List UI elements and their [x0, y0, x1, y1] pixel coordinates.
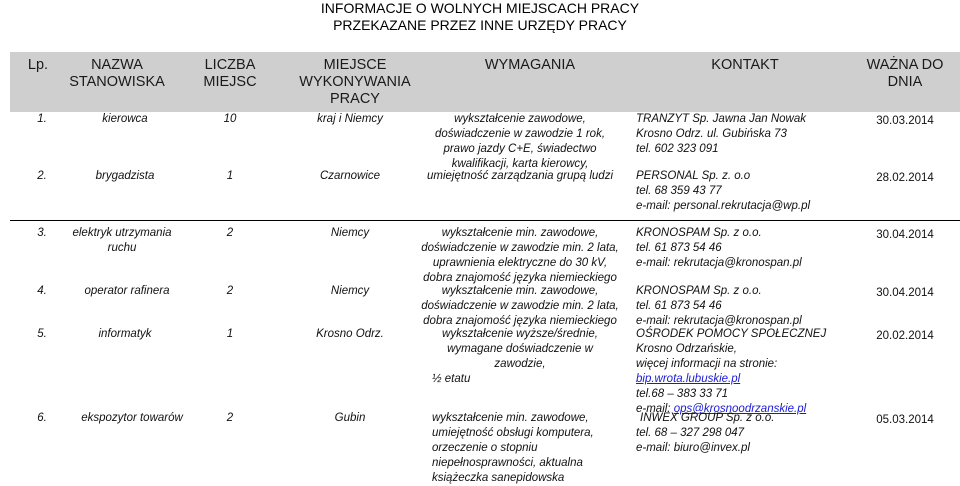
row6-wymagania: wykształcenie min. zawodowe, umiejętność obsługi komputera, orzeczenie o stopniu niepełnosprawności, aktualna książeczka sanepidowska [432, 412, 594, 484]
row2-data: 28.02.2014 [876, 172, 934, 184]
row3-data: 30.04.2014 [876, 229, 934, 241]
row4-wymagania: wykształcenie min. zawodowe, doświadczenie w zawodzie min. 2 lata, dobra znajomość języka niemieckiego [421, 285, 619, 327]
row1-data: 30.03.2014 [876, 115, 934, 127]
row4-liczba: 2 [226, 285, 234, 297]
header-wazna: WAŻNA DO DNIA [866, 57, 944, 90]
table-divider [10, 220, 960, 221]
email-line: e-mail: ops@krosnoodrzanskie.pl [636, 403, 807, 415]
row1-lp: 1. [37, 113, 47, 125]
row2-kontakt: PERSONAL Sp. z. o.o tel. 68 359 43 77 e-mail: personal.rekrutacja@wp.pl [636, 170, 811, 212]
row5-miejsce: Krosno Odrz. [316, 328, 384, 340]
row3-liczba: 2 [226, 227, 234, 239]
row4-stanowisko: operator rafinera [84, 285, 170, 297]
row6-liczba: 2 [226, 412, 234, 424]
row6-data: 05.03.2014 [876, 414, 934, 426]
row5-wymagania: wykształcenie wyższe/średnie, wymagane doświadczenie w zawodzie, ½ etatu [432, 328, 598, 385]
row1-liczba: 10 [223, 113, 237, 125]
row2-miejsce: Czarnowice [319, 170, 381, 182]
row4-kontakt: KRONOSPAM Sp. z o.o. tel. 61 873 54 46 e-mail: rekrutacja@kronospan.pl [636, 285, 802, 327]
row2-lp: 2. [37, 170, 47, 182]
row4-data: 30.04.2014 [876, 287, 934, 299]
row5-stanowisko: informatyk [98, 328, 152, 340]
ops-email-link[interactable]: ops@krosnoodrzanskie.pl [673, 403, 807, 415]
row3-miejsce: Niemcy [330, 227, 370, 239]
row2-stanowisko: brygadzista [95, 170, 155, 182]
row5-data: 20.02.2014 [876, 330, 934, 342]
row3-kontakt: KRONOSPAM Sp. z o.o. tel. 61 873 54 46 e-mail: rekrutacja@kronospan.pl [636, 227, 802, 269]
row5-lp: 5. [37, 328, 47, 340]
row4-lp: 4. [37, 285, 47, 297]
row5-kontakt: OŚRODEK POMOCY SPOŁECZNEJ Krosno Odrzańskie, więcej informacji na stronie: bip.wrota.lubuskie.pl tel.68 – 383 33 71 e-mail: ops@krosnoodrzanskie.pl [636, 327, 846, 417]
header-miejsce: MIEJSCE WYKONYWANIA PRACY [299, 57, 411, 107]
row1-stanowisko: kierowca [102, 113, 148, 125]
row2-wymagania: umiejętność zarządzania grupą ludzi [426, 170, 614, 182]
header-liczba: LICZBA MIEJSC [203, 57, 257, 90]
row6-lp: 6. [37, 412, 47, 424]
row3-wymagania: wykształcenie min. zawodowe, doświadczenie w zawodzie min. 2 lata, uprawnienia elektryczne do 30 kV, dobra znajomość języka niemieckiego [421, 227, 619, 284]
row5-liczba: 1 [226, 328, 234, 340]
row6-kontakt: INWEX GROUP Sp. z o.o. tel. 68 – 327 298 047 e-mail: biuro@invex.pl [636, 412, 775, 454]
row1-kontakt: TRANZYT Sp. Jawna Jan Nowak Krosno Odrz. ul. Gubińska 73 tel. 602 323 091 [636, 113, 807, 155]
header-wymagania: WYMAGANIA [484, 57, 576, 73]
document-title [0, 0, 960, 34]
header-nazwa: NAZWA STANOWISKA [69, 57, 165, 90]
title-line-1: INFORMACJE O WOLNYCH MIEJSCACH PRACY [320, 0, 640, 16]
title-line-2: PRZEKAZANE PRZEZ INNE URZĘDY PRACY [333, 17, 627, 33]
row4-miejsce: Niemcy [330, 285, 370, 297]
row1-miejsce: kraj i Niemcy [317, 113, 383, 125]
row1-wymagania: wykształcenie zawodowe, doświadczenie w zawodzie 1 rok, prawo jazdy C+E, świadectwo kwalifikacji, karta kierowcy, [434, 113, 606, 170]
row3-stanowisko: elektryk utrzymania ruchu [72, 227, 172, 254]
row6-stanowisko: ekspozytor towarów [81, 412, 183, 424]
bip-link[interactable]: bip.wrota.lubuskie.pl [636, 373, 741, 385]
row2-liczba: 1 [226, 170, 234, 182]
row3-lp: 3. [37, 227, 47, 239]
row6-miejsce: Gubin [334, 412, 366, 424]
header-kontakt: KONTAKT [711, 57, 779, 73]
header-lp: Lp. [27, 57, 49, 73]
